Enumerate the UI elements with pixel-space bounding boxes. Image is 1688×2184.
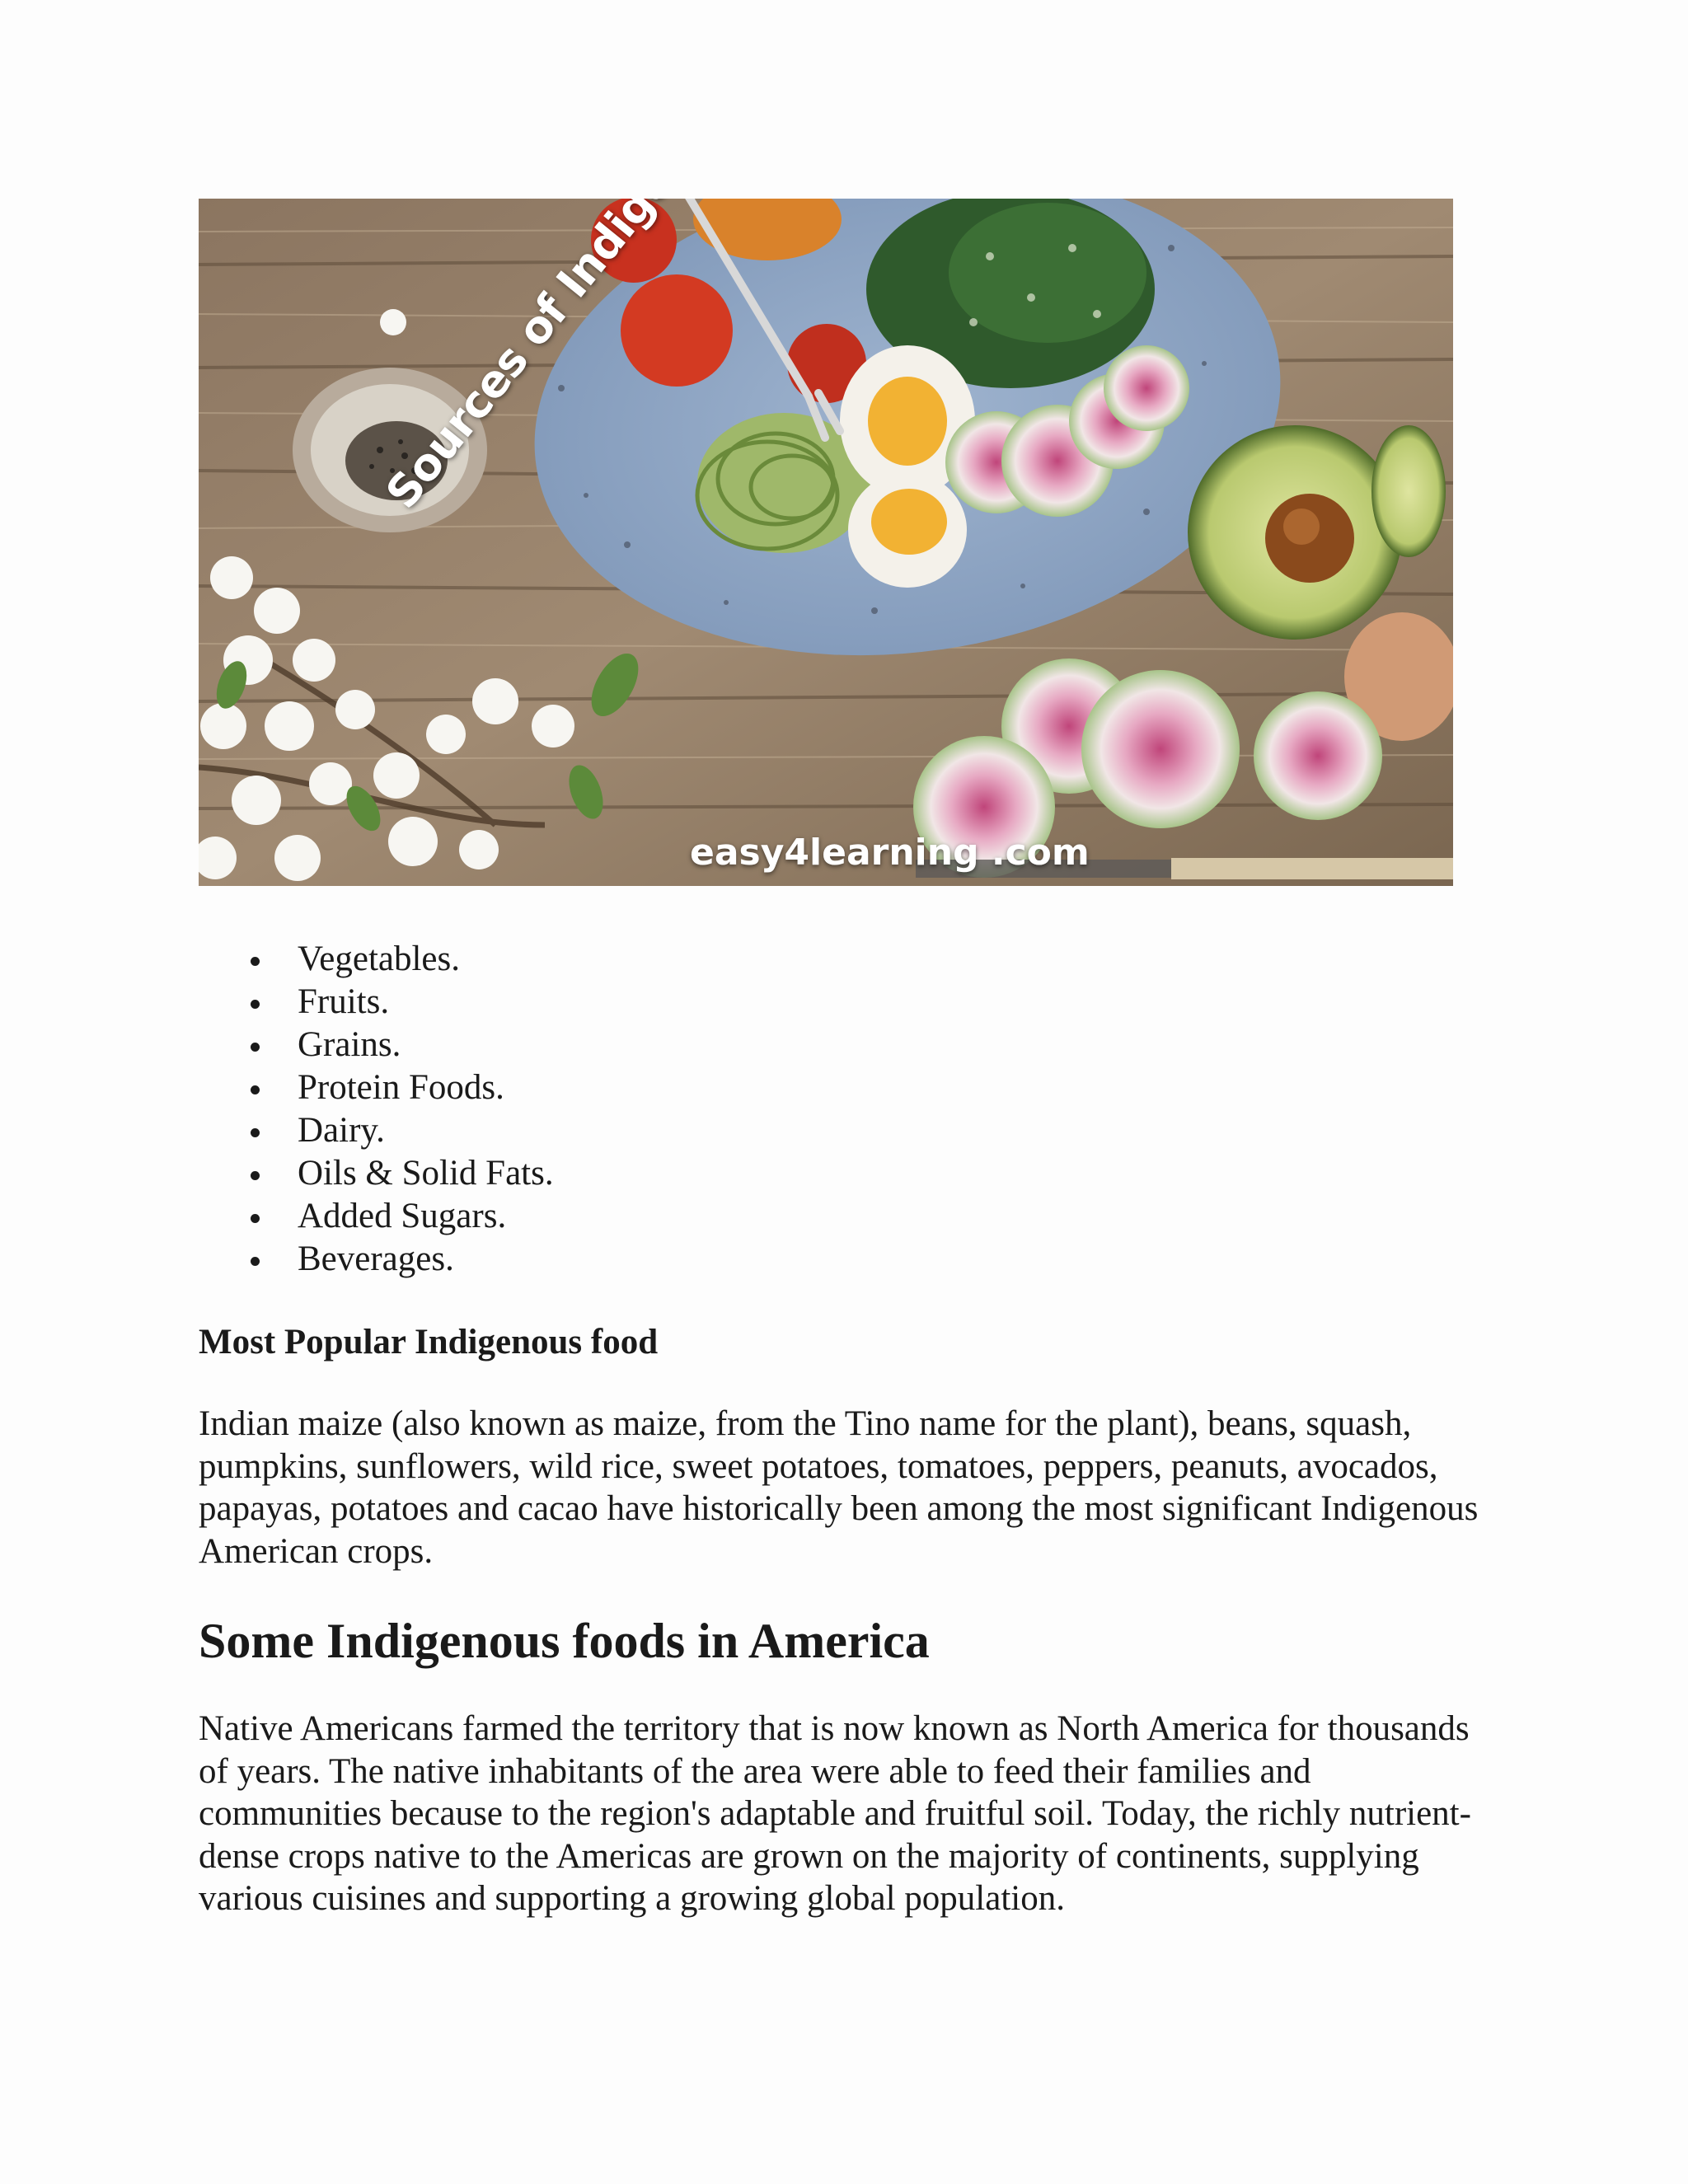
america-paragraph: Native Americans farmed the territory that is now known as North America for thousands of years. The native inhabitants of the area were able to feed their families and communities because to the region's adaptable and fruitful soil. Today, the richly nutrient-dense crops native to the Americas are grown on the majority of continents, supplying various cuisines and supporting a growing global population. — [199, 1709, 1471, 1918]
list-item: Oils & Solid Fats. — [199, 1152, 554, 1195]
popular-paragraph: Indian maize (also known as maize, from the Tino name for the plant), beans, squash, pumpkins, sunflowers, wild rice, sweet potatoes, tomatoes, peppers, peanuts, avocados, papayas, potatoes and cacao have historically been among the most significant Indigenous American crops. — [199, 1404, 1479, 1571]
list-item: Fruits. — [199, 981, 554, 1024]
hero-overlay-title: Sources of — [376, 286, 578, 518]
america-heading: Some Indigenous foods in America — [199, 1614, 930, 1668]
salad-plate-illustration — [199, 199, 1453, 886]
list-item: Vegetables. — [199, 938, 554, 981]
list-item: Protein Foods. — [199, 1066, 554, 1109]
food-sources-list — [199, 938, 554, 1281]
popular-heading: Most Popular Indigenous food — [199, 1323, 659, 1361]
list-item: Added Sugars. — [199, 1195, 554, 1238]
list-item: Dairy. — [199, 1109, 554, 1152]
watermark: easy4learning .com — [690, 832, 1090, 874]
hero-image — [199, 199, 1453, 886]
list-item: Grains. — [199, 1024, 554, 1066]
list-item: Beverages. — [199, 1238, 554, 1281]
